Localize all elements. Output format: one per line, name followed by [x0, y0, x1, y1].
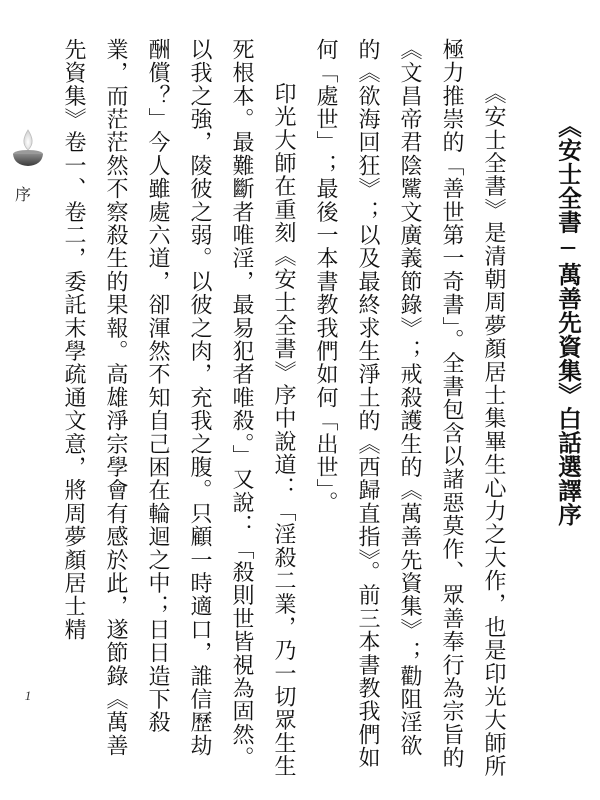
body-paragraph-1: 《安士全書》是清朝周夢顏居士集畢生心力之大作，也是印光大師所極力推崇的「善世第一奇書」。全書包含以諸惡莫作、眾善奉行為宗旨的《文昌帝君陰騭文廣義節錄》；戒殺護生的《萬善先資集》；勸阻淫欲的《欲海回狂》；以及最終求生淨土的《西歸直指》。前三本書教我們如何「處世」；最後一本書教我們如何「出世」。: [313, 38, 506, 778]
body-paragraph-2: 印光大師在重刻《安士全書》序中說道：「淫殺二業，乃一切眾生生死根本。最難斷者唯淫，最易犯者唯殺。」又說：「殺則世皆視為固然。以我之強，陵彼之弱。以彼之肉，充我之腹。只顧一時適口，誰信歷劫酬償？」今人雖處六道，卻渾然不知自己困在輪迴之中；日日造下殺業，而茫茫然不察殺生的果報。高雄淨宗學會有感於此，遂節錄《萬善先資集》卷一、卷二，委託末學疏通文意，將周夢顏居士精: [61, 38, 296, 778]
section-label: 序: [14, 185, 31, 204]
vertical-text-block: [56, 38, 588, 780]
page-title: 《安士全書─萬善先資集》白話選譯序: [554, 114, 582, 527]
oil-lamp-icon: [10, 128, 46, 168]
page-number: 1: [24, 688, 32, 703]
